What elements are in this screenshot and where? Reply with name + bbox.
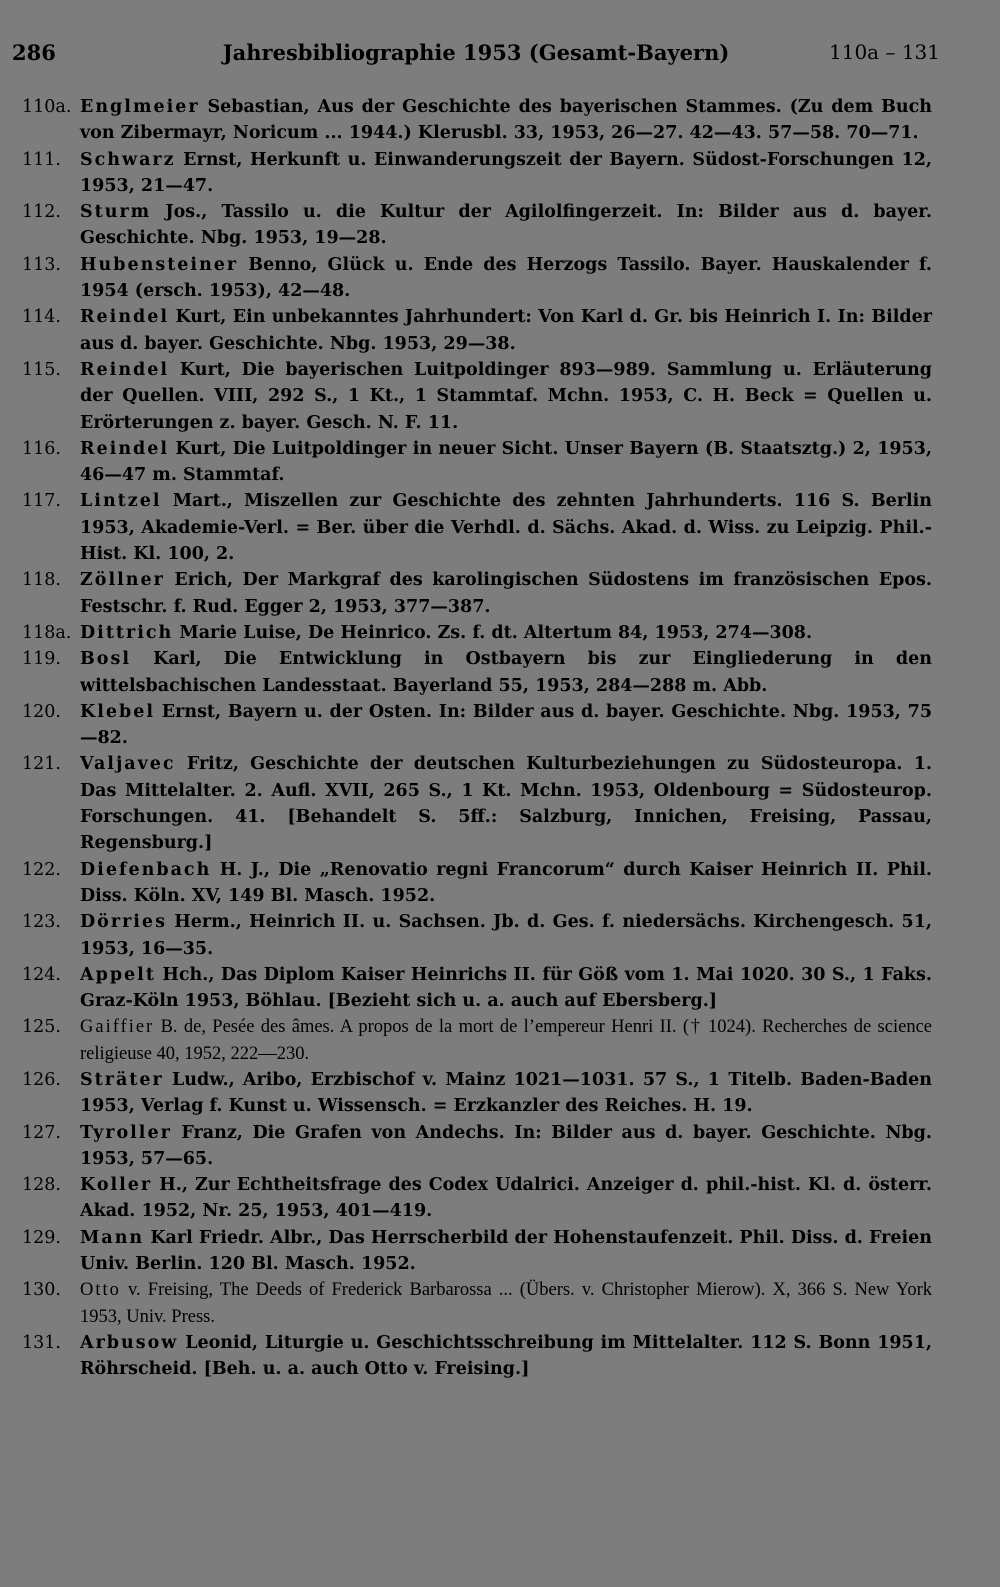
entry-citation: Ernst, Bayern u. der Osten. In: Bilder aus d. bayer. Geschichte. Nbg. 1953, 75—82. [80,701,933,749]
entry-author: Reindel [80,307,170,328]
entry-text [80,488,932,567]
bibliography-entry [12,567,932,620]
bibliography-entry [12,199,932,252]
bibliography-entry [12,436,932,489]
entry-citation: Franz, Die Grafen von Andechs. In: Bilder aus d. bayer. Geschichte. Nbg. 1953, 57—65. [80,1122,933,1169]
entry-number: 127. [22,1122,61,1143]
bibliography-entry [12,1067,932,1120]
entry-number: 114. [22,307,61,328]
bibliography-entry [12,304,932,357]
entry-text [80,147,932,200]
entry-number: 119. [22,649,61,670]
entry-citation: Karl, Die Entwicklung in Ostbayern bis zur Eingliederung in den wittelsbachischen Landesstaat. Bayerland 55, 1953, 284—288 m. Abb. [80,649,933,696]
entry-author: Otto [80,1280,121,1301]
entry-author: Englmeier [80,97,200,117]
entry-number: 122. [22,859,61,880]
page-header [12,40,940,80]
entry-text [80,1225,932,1278]
entry-citation: v. Freising, The Deeds of Frederick Barbarossa ... (Übers. v. Christopher Mierow). X, 366 S. New York 1953, Univ. Press. [80,1280,933,1327]
entry-citation: Mart., Miszellen zur Geschichte des zehnten Jahrhunderts. 116 S. Berlin 1953, Akademie-Verl. = Ber. über die Verhdl. d. Sächs. Akad. d. Wiss. zu Leipzig. Phil.-Hist. Kl. 100, 2. [80,491,932,565]
entry-text [80,962,932,1015]
entry-author: Lintzel [80,491,162,512]
entry-author: Klebel [80,701,156,722]
running-title: Jahresbibliographie 1953 (Gesamt-Bayern) [222,40,730,65]
entry-number: 129. [22,1227,61,1248]
bibliography-entry [12,857,932,910]
entry-text [80,1277,932,1330]
entry-citation: Erich, Der Markgraf des karolingischen Südostens im französischen Epos. Festschr. f. Rud. Egger 2, 1953, 377—387. [80,570,932,617]
entry-citation: H. J., Die „Renovatio regni Francorum“ durch Kaiser Heinrich II. Phil. Diss. Köln. XV, 149 Bl. Masch. 1952. [80,859,932,906]
bibliography-entry [12,620,932,646]
entry-text [80,646,932,699]
bibliography-entry [12,1330,932,1383]
entry-text [80,1172,932,1225]
entry-citation: Leonid, Liturgie u. Geschichtsschreibung im Mittelalter. 112 S. Bonn 1951, Röhrscheid. [Beh. u. a. auch Otto v. Freising.] [80,1332,932,1380]
entry-text [80,620,932,646]
bibliography-entry [12,699,932,752]
entry-number: 111. [22,149,61,170]
bibliography-entry [12,751,932,856]
entry-text [80,567,932,620]
entry-citation: Ernst, Herkunft u. Einwanderungszeit der Bayern. Südost-Forschungen 12, 1953, 21—47. [80,149,933,196]
bibliography-entry [12,488,932,567]
entry-number: 124. [22,964,61,985]
entry-text [80,857,932,910]
entry-citation: Karl Friedr. Albr., Das Herrscherbild der Hohenstaufenzeit. Phil. Diss. d. Freien Univ. Berlin. 120 Bl. Masch. 1952. [80,1227,933,1275]
entry-number: 123. [22,912,61,933]
entry-text [80,1067,932,1120]
entry-text [80,199,932,252]
bibliography-entry [12,147,932,200]
entry-range: 110a – 131 [829,40,940,64]
entry-citation: Hch., Das Diplom Kaiser Heinrichs II. für Göß vom 1. Mai 1020. 30 S., 1 Faks. Graz-Köln 1953, Böhlau. [Bezieht sich u. a. auch auf Ebersberg.] [80,964,933,1012]
entry-citation: Kurt, Die bayerischen Luitpoldinger 893—989. Sammlung u. Erläuterung der Quellen. VIII, 292 S., 1 Kt., 1 Stammtaf. Mchn. 1953, C. H. Beck = Quellen u. Erörterungen z. bayer. Gesch. N. F. 11. [80,359,932,433]
entry-number: 128. [22,1175,61,1196]
entry-author: Schwarz [80,149,176,170]
entry-text [80,252,932,305]
entry-author: Appelt [80,964,156,985]
entry-author: Zöllner [80,570,165,591]
bibliography-entry [12,94,932,147]
entry-citation: Herm., Heinrich II. u. Sachsen. Jb. d. Ges. f. niedersächs. Kirchengesch. 51, 1953, 16—35. [80,912,932,959]
entry-author: Hubensteiner [80,254,239,275]
entry-text [80,304,932,357]
entry-number: 113. [22,254,61,275]
bibliography-entry [12,1120,932,1173]
entry-text [80,699,932,752]
entry-number: 131. [22,1332,61,1353]
entry-author: Reindel [80,438,170,459]
entry-number: 118a. [22,622,72,643]
bibliography-entry [12,1014,932,1067]
entry-text [80,1330,932,1383]
entry-text [80,1014,932,1067]
entry-citation: B. de, Pesée des âmes. A propos de la mort de l’empereur Henri II. († 1024). Recherches de science religieuse 40, 1952, 222—230. [80,1017,932,1064]
entry-number: 115. [22,359,61,380]
entry-number: 130. [22,1280,61,1301]
entry-author: Mann [80,1227,145,1248]
bibliography-entry [12,962,932,1015]
bibliography-entry [12,357,932,436]
entry-author: Sturm [80,202,152,223]
entry-author: Arbusow [80,1332,179,1353]
entry-citation: Jos., Tassilo u. die Kultur der Agilolfingerzeit. In: Bilder aus d. bayer. Geschichte. Nbg. 1953, 19—28. [80,202,932,249]
entry-text [80,94,932,147]
entry-citation: Benno, Glück u. Ende des Herzogs Tassilo. Bayer. Hauskalender f. 1954 (ersch. 1953), 42—48. [80,254,933,302]
entry-number: 121. [22,754,61,775]
bibliography-list [12,94,932,1383]
entry-author: Valjavec [80,754,176,775]
entry-number: 126. [22,1069,61,1090]
entry-number: 117. [22,491,61,512]
bibliography-entry [12,646,932,699]
bibliography-entry [12,1225,932,1278]
entry-text [80,357,932,436]
bibliography-entry [12,252,932,305]
entry-citation: Sebastian, Aus der Geschichte des bayerischen Stammes. (Zu dem Buch von Zibermayr, Noricum ... 1944.) Klerusbl. 33, 1953, 26—27. 42—43. 57—58. 70—71. [80,97,932,144]
entry-author: Reindel [80,359,170,380]
entry-text [80,436,932,489]
entry-author: Bosl [80,649,131,670]
entry-author: Dörries [80,912,167,933]
entry-author: Sträter [80,1069,164,1090]
entry-author: Koller [80,1175,153,1196]
entry-number: 125. [22,1017,61,1038]
entry-text [80,1120,932,1173]
entry-author: Tyroller [80,1122,172,1143]
entry-citation: Marie Luise, De Heinrico. Zs. f. dt. Altertum 84, 1953, 274—308. [179,622,813,643]
entry-citation: Kurt, Ein unbekanntes Jahrhundert: Von Karl d. Gr. bis Heinrich I. In: Bilder aus d. bayer. Geschichte. Nbg. 1953, 29—38. [80,307,933,354]
entry-number: 110a. [22,97,72,117]
bibliography-entry [12,1277,932,1330]
entry-number: 112. [22,202,61,223]
entry-number: 116. [22,438,61,459]
entry-author: Gaiffier [80,1017,155,1038]
entry-citation: Kurt, Die Luitpoldinger in neuer Sicht. Unser Bayern (B. Staatsztg.) 2, 1953, 46—47 m. Stammtaf. [80,438,932,486]
bibliography-entry [12,1172,932,1225]
entry-number: 120. [22,701,61,722]
entry-text [80,909,932,962]
entry-number: 118. [22,570,61,591]
entry-author: Diefenbach [80,859,212,880]
entry-text [80,751,932,856]
entry-citation: Fritz, Geschichte der deutschen Kulturbeziehungen zu Südosteuropa. 1. Das Mittelalter. 2. Aufl. XVII, 265 S., 1 Kt. Mchn. 1953, Oldenbourg = Südosteurop. Forschungen. 41. [Behandelt S. 5ff.: Salzburg, Innichen, Freising, Passau, Regensburg.] [80,754,933,854]
entry-author: Dittrich [80,622,174,643]
entry-citation: Ludw., Aribo, Erzbischof v. Mainz 1021—1031. 57 S., 1 Titelb. Baden-Baden 1953, Verlag f. Kunst u. Wissensch. = Erzkanzler des Reiches. H. 19. [80,1069,932,1117]
page-number: 286 [12,40,56,65]
entry-citation: H., Zur Echtheitsfrage des Codex Udalrici. Anzeiger d. phil.-hist. Kl. d. österr. Akad. 1952, Nr. 25, 1953, 401—419. [80,1175,933,1222]
bibliography-entry [12,909,932,962]
